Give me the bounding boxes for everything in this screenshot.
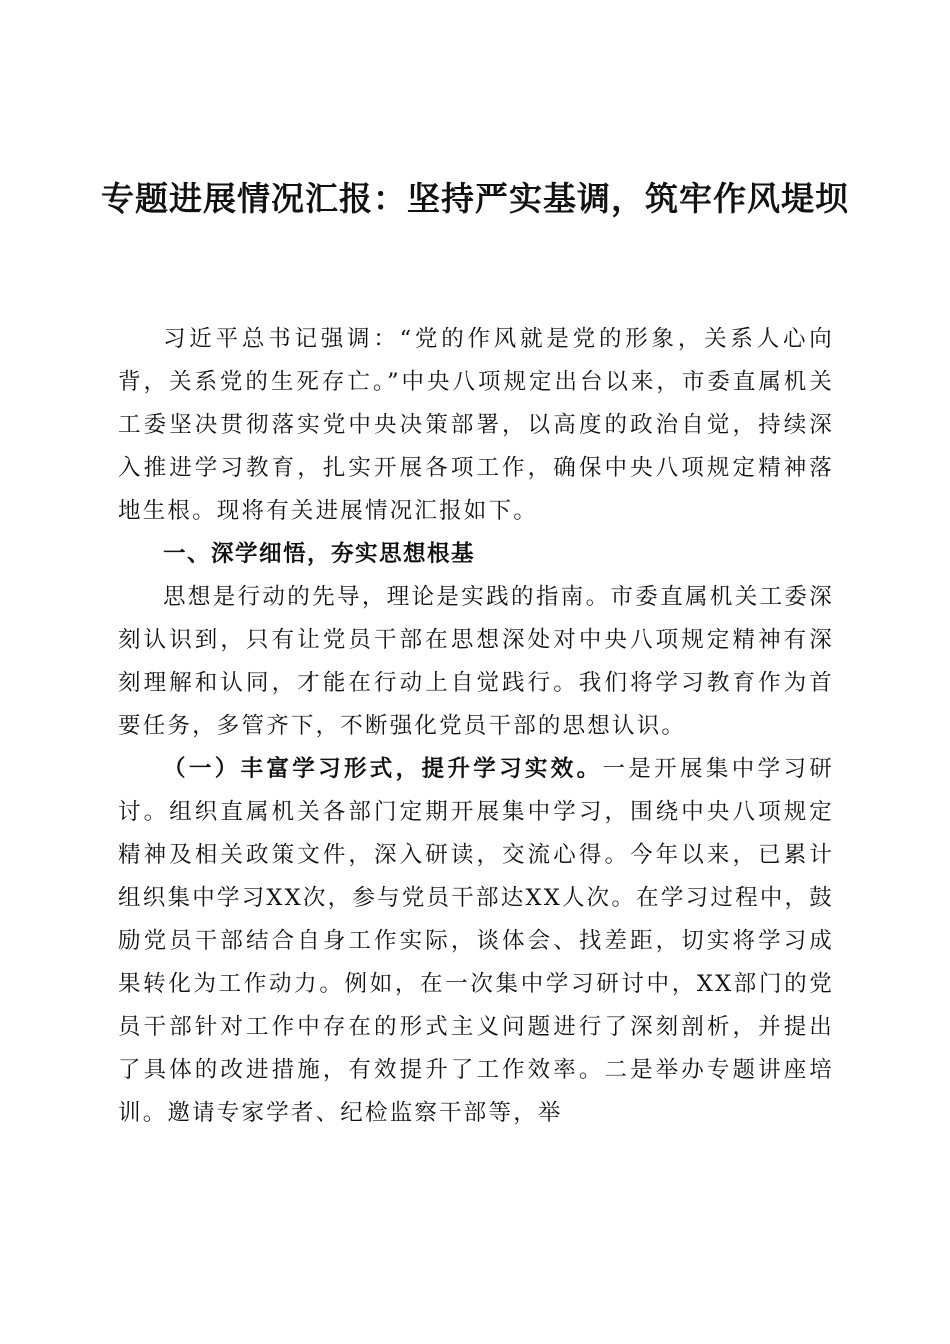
subsection-1-body: 一是开展集中学习研讨。组织直属机关各部门定期开展集中学习，围绕中央八项规定精神及相关政策文件，深入研读，交流心得。今年以来，已累计组织集中学习XX次，参与党员干部达XX人次。在学习过程中，鼓励党员干部结合自身工作实际，谈体会、找差距，切实将学习成果转化为工作动力。例如，在一次集中学习研讨中，XX部门的党员干部针对工作中存在的形式主义问题进行了深刻剖析，并提出了具体的改进措施，有效提升了工作效率。二是举办专题讲座培训。邀请专家学者、纪检监察干部等，举 xyxy=(118,756,834,1126)
document-title: 专题进展情况汇报：坚持严实基调，筑牢作风堤坝 xyxy=(101,179,849,218)
document-body xyxy=(118,318,834,1135)
subsection-1-heading: （一）丰富学习形式，提升学习实效。 xyxy=(163,756,603,782)
section-1-heading: 一、深学细悟，夯实思想根基 xyxy=(163,541,476,567)
intro-paragraph: 习近平总书记强调：“党的作风就是党的形象，关系人心向背，关系党的生死存亡。”中央八项规定出台以来，市委直属机关工委坚决贯彻落实党中央决策部署，以高度的政治自觉，持续深入推进学习教育，扎实开展各项工作，确保中央八项规定精神落地生根。现将有关进展情况汇报如下。 xyxy=(118,326,834,524)
subsection-1-paragraph xyxy=(118,748,834,1135)
section-1-paragraph: 思想是行动的先导，理论是实践的指南。市委直属机关工委深刻认识到，只有让党员干部在思想深处对中央八项规定精神有深刻理解和认同，才能在行动上自觉践行。我们将学习教育作为首要任务，多管齐下，不断强化党员干部的思想认识。 xyxy=(118,584,834,739)
